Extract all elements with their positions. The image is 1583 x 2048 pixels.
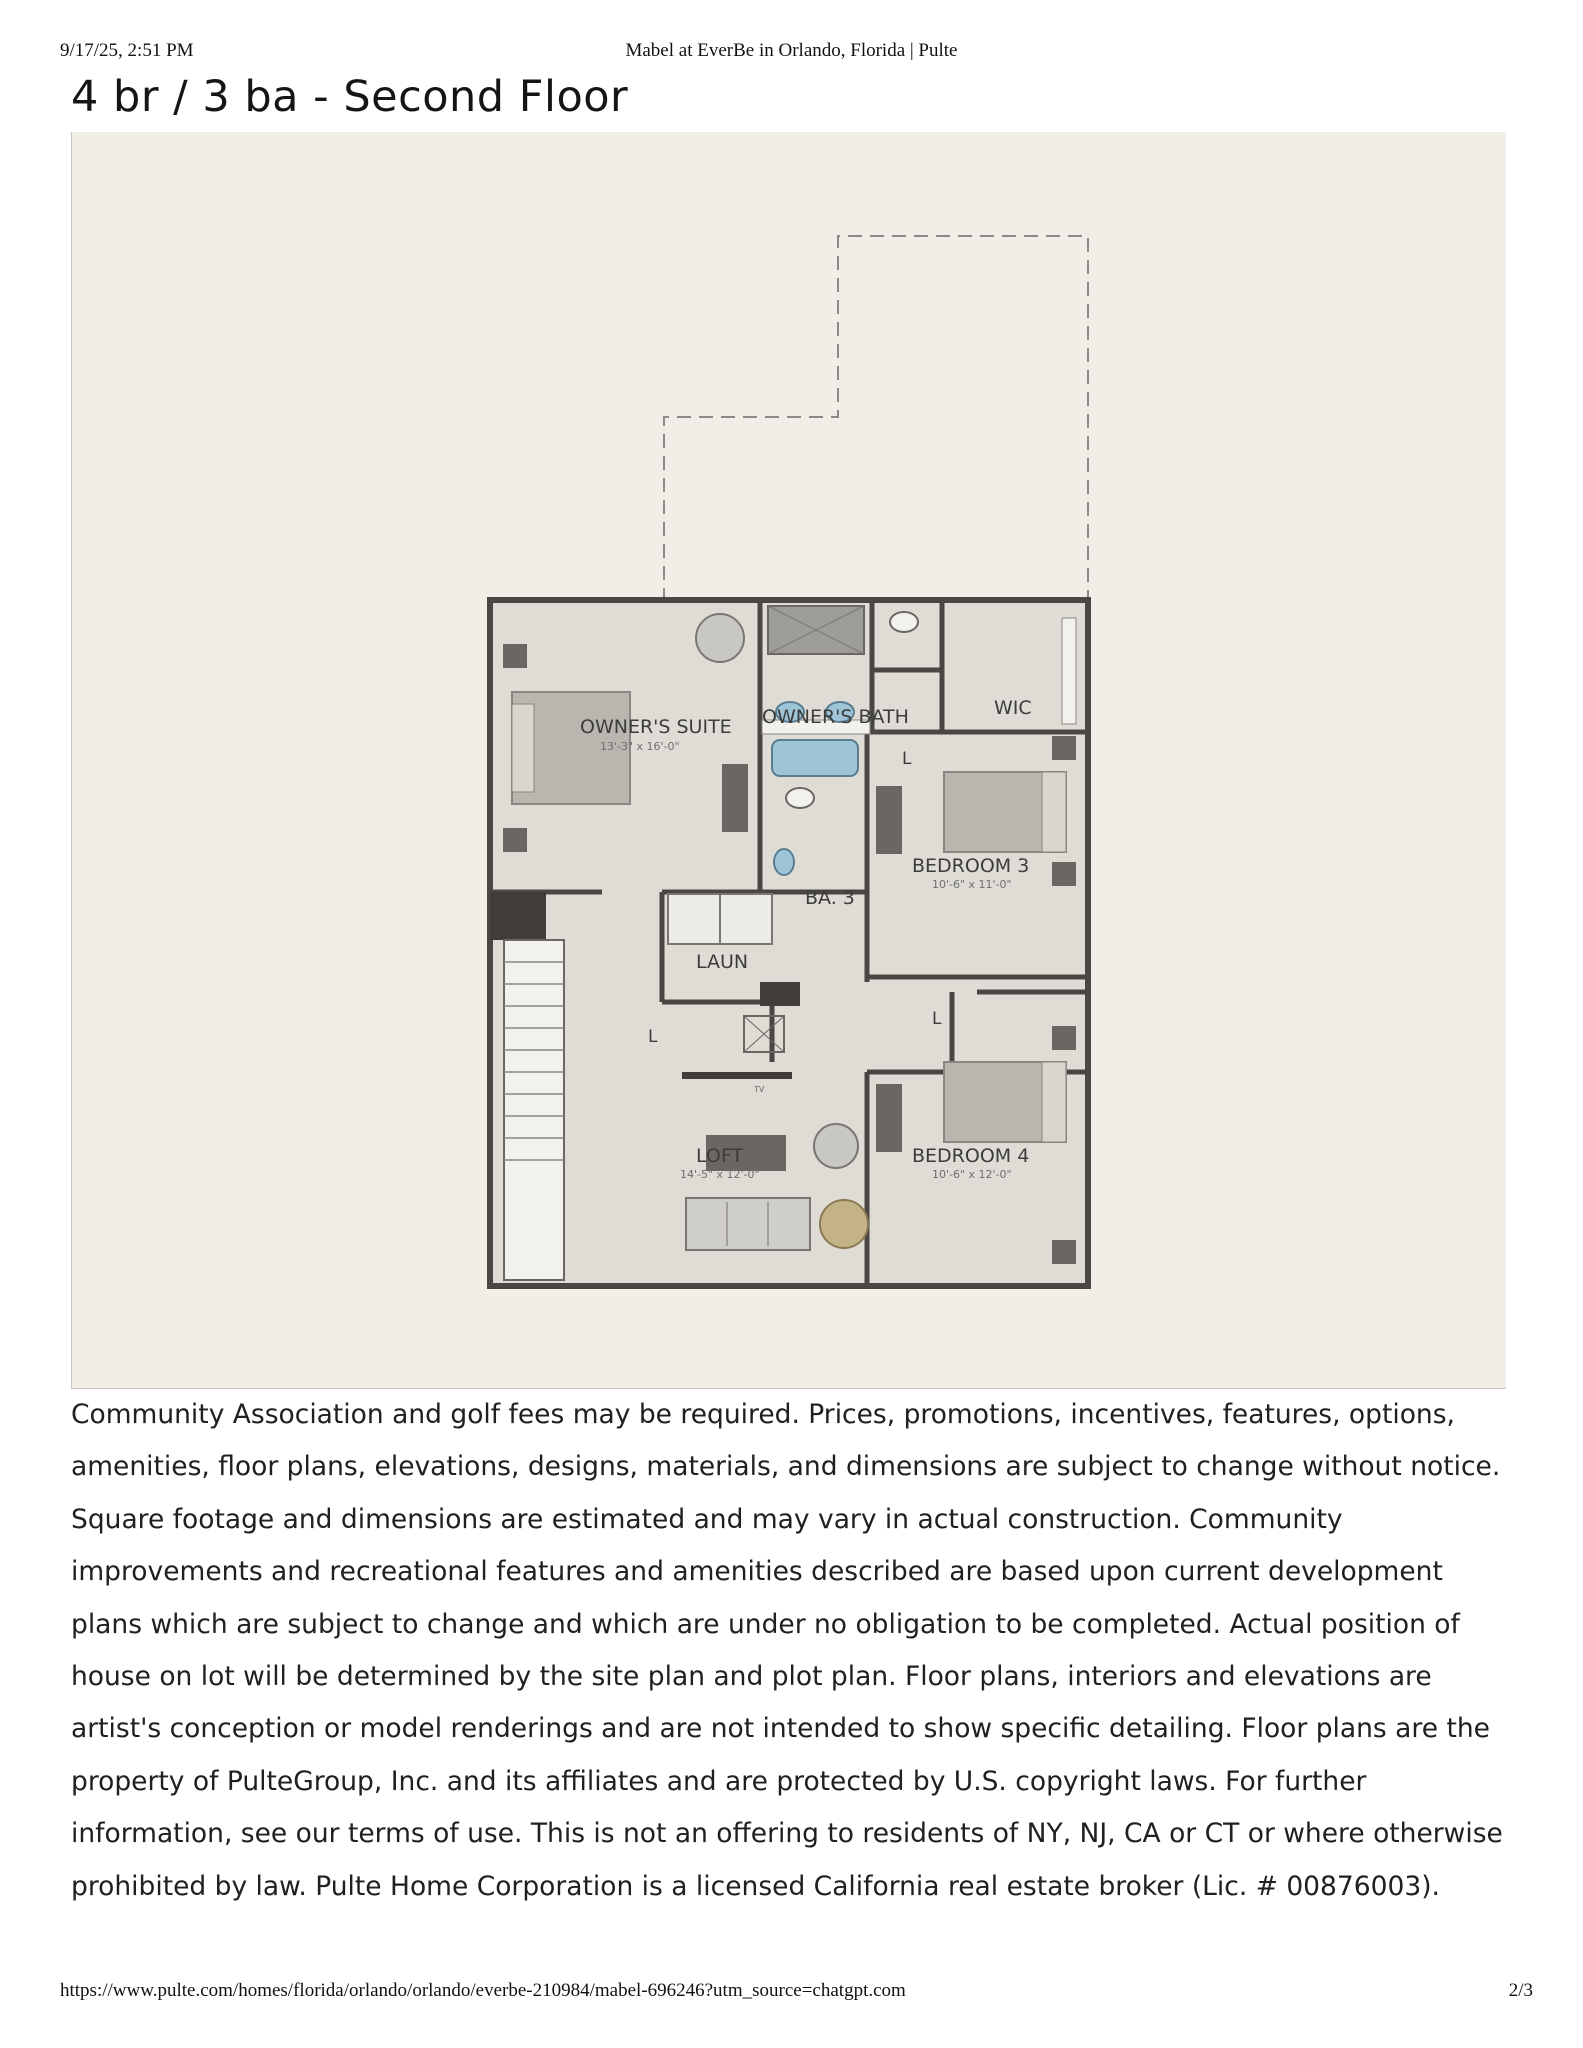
tv-console bbox=[682, 1072, 792, 1079]
print-page-number: 2/3 bbox=[1508, 1980, 1533, 2001]
nightstand bbox=[503, 828, 527, 852]
nightstand bbox=[1052, 1240, 1076, 1264]
armchair bbox=[696, 614, 744, 662]
toilet bbox=[890, 612, 918, 632]
wall-block bbox=[490, 892, 546, 940]
legal-disclaimer: Community Association and golf fees may be required. Prices, promotions, incentives, features, options, amenities, floor plans, elevations, designs, materials, and dimensions are subject to change without notice. Square footage and dimensions are estimated and may vary in actual construction. Community improvements and recreational features and amenities described are based upon current development plans which are subject to change and which are under no obligation to be completed. Actual position of house on lot will be determined by the site plan and plot plan. Floor plans, interiors and elevations are artist's conception or model renderings and are not intended to show specific detailing. Floor plans are the property of PulteGroup, Inc. and its affiliates and are protected by U.S. copyright laws. For further information, see our terms of use. This is not an offering to residents of NY, NJ, CA or CT or where otherwise prohibited by law. Pulte Home Corporation is a licensed California real estate broker (Lic. # 00876003). bbox=[71, 1399, 1503, 1902]
floor-plan-image bbox=[71, 132, 1506, 1389]
sofa bbox=[686, 1198, 810, 1250]
wall-block bbox=[760, 982, 800, 1006]
nightstand bbox=[1052, 1026, 1076, 1050]
stairs bbox=[504, 940, 564, 1280]
bed-headboard bbox=[512, 704, 534, 792]
roof-outline bbox=[664, 236, 1088, 602]
tv-label: TV bbox=[754, 1085, 765, 1094]
nightstand bbox=[1052, 862, 1076, 886]
room-label-laun: LAUN bbox=[696, 951, 749, 973]
linen-closet-label: L bbox=[902, 749, 912, 769]
print-url: https://www.pulte.com/homes/florida/orlando/orlando/everbe-210984/mabel-696246?utm_source=chatgpt.com bbox=[60, 1980, 906, 2001]
room-label-owners-suite: OWNER'S SUITE bbox=[580, 716, 732, 738]
armchair bbox=[814, 1124, 858, 1168]
linen-closet-label: L bbox=[932, 1009, 942, 1029]
sink bbox=[774, 849, 794, 875]
room-label-ba-3: BA. 3 bbox=[805, 887, 855, 909]
room-label-loft: LOFT bbox=[696, 1145, 744, 1167]
dresser bbox=[876, 786, 902, 854]
bed-headboard bbox=[1042, 1062, 1066, 1142]
room-dims-loft: 14'-5" x 12'-0" bbox=[680, 1168, 760, 1181]
nightstand bbox=[1052, 736, 1076, 760]
room-dims-owners-suite: 13'-3" x 16'-0" bbox=[600, 740, 680, 753]
floor-heading: 4 br / 3 ba - Second Floor bbox=[71, 72, 629, 122]
room-label-bedroom-3: BEDROOM 3 bbox=[912, 855, 1030, 877]
room-label-bedroom-4: BEDROOM 4 bbox=[912, 1145, 1030, 1167]
nightstand bbox=[503, 644, 527, 668]
ottoman bbox=[820, 1200, 868, 1248]
bathtub bbox=[772, 740, 858, 776]
bed-headboard bbox=[1042, 772, 1066, 852]
floor-plan-drawing bbox=[72, 132, 1506, 1388]
closet-shelf bbox=[1062, 618, 1076, 724]
print-page-title: Mabel at EverBe in Orlando, Florida | Pulte bbox=[625, 40, 958, 61]
room-label-owners-bath: OWNER'S BATH bbox=[762, 706, 909, 728]
dresser bbox=[722, 764, 748, 832]
room-label-wic: WIC bbox=[994, 697, 1032, 719]
room-dims-bedroom-4: 10'-6" x 12'-0" bbox=[932, 1168, 1012, 1181]
linen-closet-label: L bbox=[648, 1027, 658, 1047]
room-dims-bedroom-3: 10'-6" x 11'-0" bbox=[932, 878, 1012, 891]
toilet bbox=[786, 788, 814, 808]
dresser bbox=[876, 1084, 902, 1152]
print-datetime: 9/17/25, 2:51 PM bbox=[60, 40, 194, 61]
